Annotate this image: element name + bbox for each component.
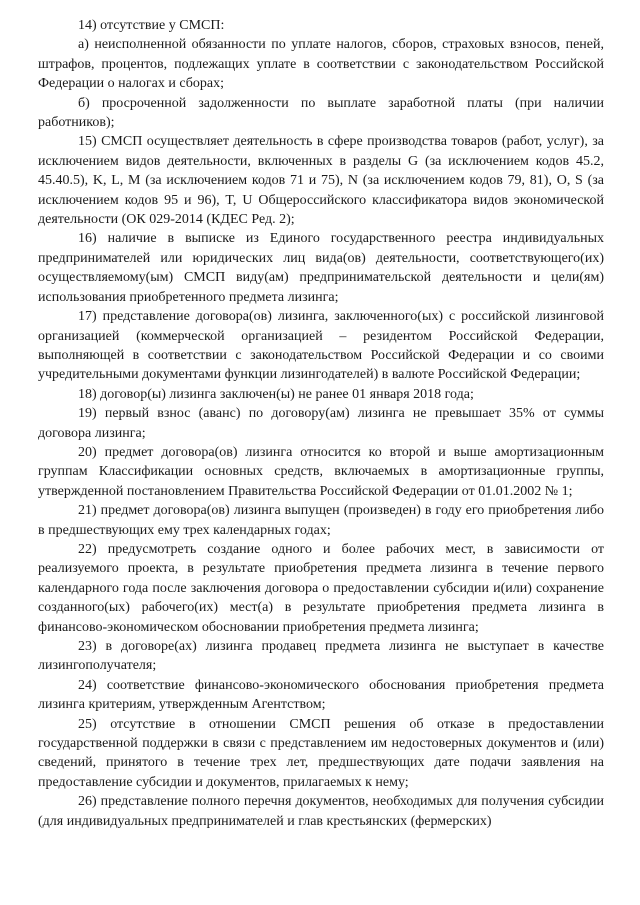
paragraph-item-14a: а) неисполненной обязанности по уплате налогов, сборов, страховых взносов, пеней, штрафов, процентов, подлежащих уплате в соответствии с законодательством Российской Федерации о налогах и сборах; (38, 37, 604, 92)
paragraph-item-24: 24) соответствие финансово-экономического обоснования приобретения предмета лизинга критериям, утвержденным Агентством; (38, 677, 604, 713)
paragraph-item-18: 18) договор(ы) лизинга заключен(ы) не ранее 01 января 2018 года; (78, 386, 474, 402)
paragraph-item-19: 19) первый взнос (аванс) по договору(ам) лизинга не превышает 35% от суммы договора лизинга; (38, 406, 604, 441)
paragraph-item-23: 23) в договоре(ах) лизинга продавец предмета лизинга не выступает в качестве лизингополучателя; (38, 639, 604, 674)
paragraph-item-15: 15) СМСП осуществляет деятельность в сфере производства товаров (работ, услуг), за исключением видов деятельности, включенных в разделы G (за исключением кодов 45.2, 45.40.5), K, L, M (за исключением кодов 71 и 75), N (за исключением кодов 79, 81), O, S (за исключением кодов 95 и 96), T, U Общероссийского классификатора видов экономической деятельности (ОК 029-2014 (КДЕС Ред. 2); (38, 134, 604, 228)
paragraph-item-14: 14) отсутствие у СМСП: (78, 18, 225, 33)
paragraph-item-26: 26) представление полного перечня документов, необходимых для получения субсидии (для индивидуальных предпринимателей и глав крестьянских (фермерских) (38, 794, 604, 829)
document-page (38, 0, 604, 831)
paragraph-item-20: 20) предмет договора(ов) лизинга относится ко второй и выше амортизационным группам Классификации основных средств, включаемых в амортизационные группы, утвержденной постановлением Правительства Российской Федерации от 01.01.2002 № 1; (38, 444, 604, 499)
paragraph-item-21: 21) предмет договора(ов) лизинга выпущен (произведен) в году его приобретения либо в предшествующих ему трех календарных годах; (38, 503, 604, 538)
paragraph-item-17: 17) представление договора(ов) лизинга, заключенного(ых) с российской лизинговой организацией (коммерческой организацией – резидентом Российской Федерации, выполняющей в соответствии с законодательством Российской Федерации и со своими учредительными документами функции лизингодателей) в валюте Российской Федерации; (38, 309, 604, 383)
paragraph-item-16: 16) наличие в выписке из Единого государственного реестра индивидуальных предпринимателей или юридических лиц вида(ов) деятельности, соответствующего(их) осуществляемому(ым) СМСП виду(ам) предпринимательской деятельности и цели(ям) использования приобретенного предмета лизинга; (38, 231, 604, 305)
paragraph-item-14b: б) просроченной задолженности по выплате заработной платы (при наличии работников); (38, 95, 604, 131)
paragraph-item-25: 25) отсутствие в отношении СМСП решения об отказе в предоставлении государственной поддержки в связи с представлением им недостоверных документов и (или) сведений, принятого в течение трех лет, предшествующих дате подачи заявления на предоставление субсидии и документов, прилагаемых к нему; (38, 716, 604, 790)
paragraph-item-22: 22) предусмотреть создание одного и более рабочих мест, в зависимости от реализуемого проекта, в результате приобретения предмета лизинга в течение первого календарного года после заключения договора о предоставлении субсидии и(или) сохранение созданного(ых) рабочего(их) мест(а) в результате приобретения предмета лизинга в финансово-экономическом обосновании приобретения предмета лизинга; (38, 541, 604, 635)
